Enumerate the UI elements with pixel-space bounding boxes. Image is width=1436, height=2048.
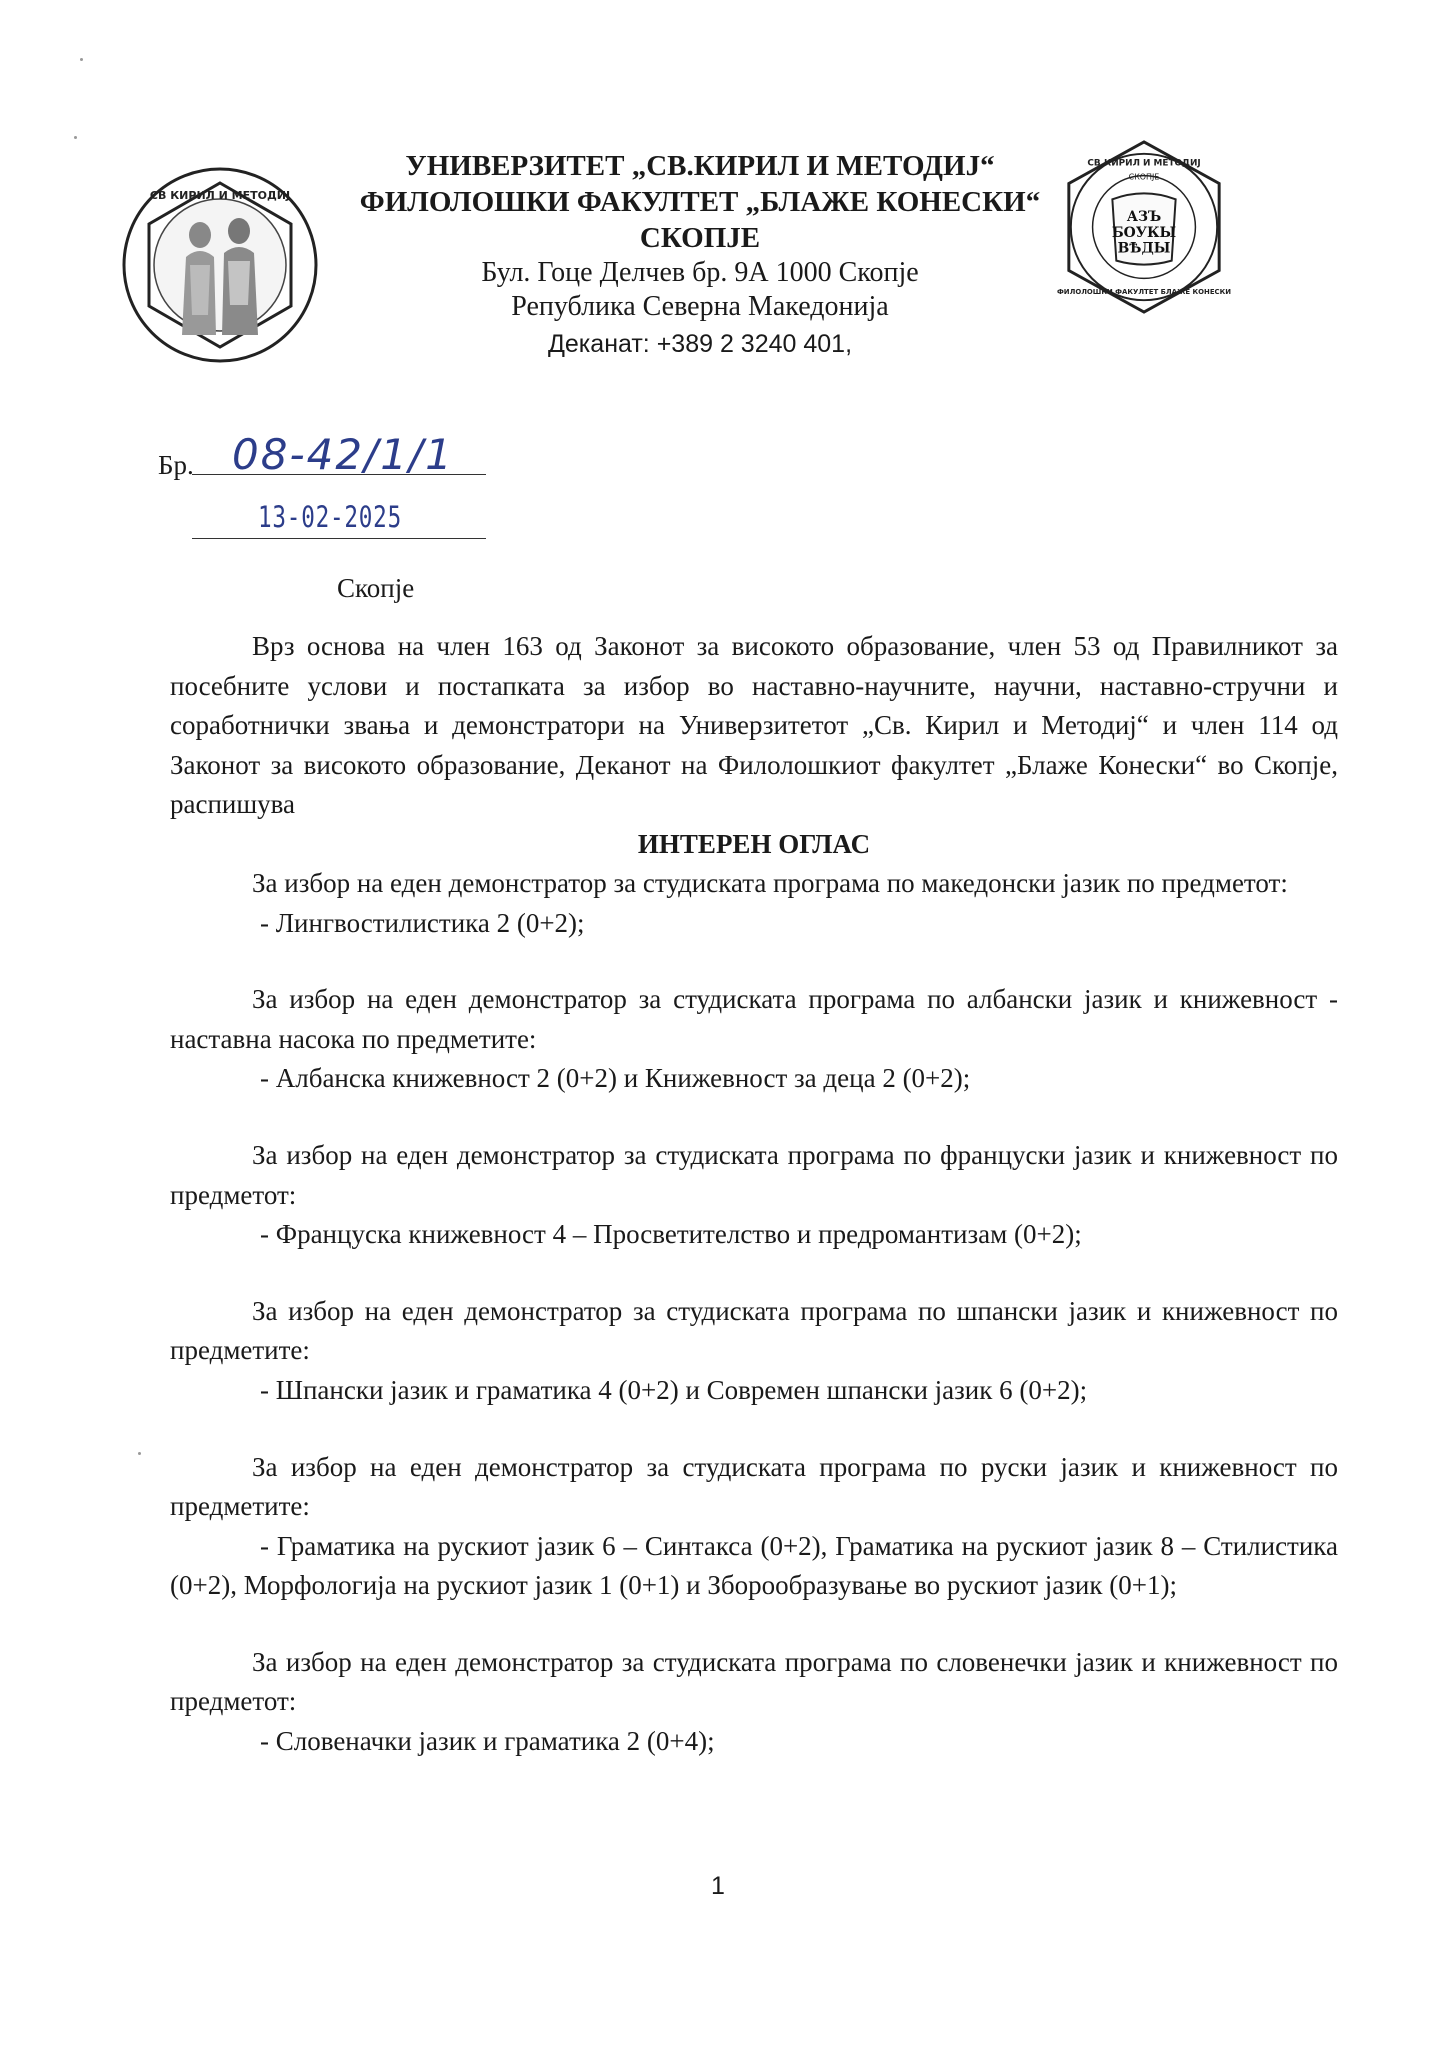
seal-ring-bottom: ФИЛОЛОШКИ ФАКУЛТЕТ БЛАЖЕ КОНЕСКИ bbox=[1056, 288, 1232, 297]
seal-center-line2: БОУКЫ bbox=[1111, 224, 1177, 241]
intro-paragraph: Врз основа на член 163 од Законот за високото образование, член 53 од Правилникот за посебните услови и постапката за избор во наставно-научните, научни, наставно-стручни и соработнички звања и демонстратори на Универзитетот „Св. Кирил и Методиј“ и член 114 од Законот за високото образование, Деканот на Филолошкиот факултет „Блаже Конески“ во Скопје, распишува bbox=[170, 631, 1338, 820]
section-intro: За избор на еден демонстратор за студиската програма по шпански јазик и книжевност по предметите: bbox=[170, 1295, 1338, 1366]
letterhead bbox=[300, 148, 1100, 364]
reference-number-handwritten: 08-42/1/1 bbox=[232, 430, 454, 479]
section-intro: За избор на еден демонстратор за студиската програма по словенечки јазик и книжевност по предметот: bbox=[170, 1646, 1338, 1717]
address: Бул. Гоце Делчев бр. 9А 1000 Скопје bbox=[481, 257, 919, 288]
section-item: - Француска книжевност 4 – Просветителство и предромантизам (0+2); bbox=[260, 1219, 1082, 1250]
scan-speck bbox=[74, 136, 77, 139]
document-title: ИНТЕРЕН ОГЛАС bbox=[637, 828, 871, 859]
country: Република Северна Македонија bbox=[511, 291, 889, 322]
section-intro: За избор на еден демонстратор за студиската програма по македонски јазик по предметот: bbox=[252, 867, 1288, 898]
deanery-phone: Деканат: +389 2 3240 401, bbox=[547, 330, 853, 358]
scan-speck bbox=[80, 58, 83, 61]
city-caps: СКОПЈЕ bbox=[639, 222, 761, 254]
svg-text:СВ КИРИЛ И МЕТОДИЈ: СВ КИРИЛ И МЕТОДИЈ bbox=[149, 189, 291, 202]
reference-date-stamp: 13-02-2025 bbox=[258, 500, 402, 534]
section-intro: За избор на еден демонстратор за студиската програма по руски јазик и книжевност по предметите: bbox=[170, 1451, 1338, 1522]
seal-ring-small: СКОПЈЕ bbox=[1128, 172, 1160, 182]
section-item: - Шпански јазик и граматика 4 (0+2) и Современ шпански јазик 6 (0+2); bbox=[260, 1374, 1088, 1405]
section-item: - Граматика на рускиот јазик 6 – Синтакса (0+2), Граматика на рускиот јазик 8 – Стилистика (0+2), Морфологија на рускиот јазик 1 (0+1) и Зборообразување во рускиот јазик (0+1); bbox=[170, 1530, 1338, 1601]
section-item: - Словеначки јазик и граматика 2 (0+4); bbox=[260, 1726, 715, 1757]
reference-label: Бр. bbox=[158, 450, 194, 480]
date-underline bbox=[192, 538, 486, 539]
city-line: Скопје bbox=[337, 573, 415, 603]
page-number: 1 bbox=[711, 1872, 725, 1900]
seal-ring-top: СВ.КИРИЛ И МЕТОДИЈ bbox=[1087, 158, 1201, 169]
section-item: - Лингвостилистика 2 (0+2); bbox=[260, 907, 585, 938]
faculty-name: ФИЛОЛОШКИ ФАКУЛТЕТ „БЛАЖЕ КОНЕСКИ“ bbox=[359, 186, 1041, 218]
document-body bbox=[170, 627, 1338, 1762]
section-intro: За избор на еден демонстратор за студиската програма по француски јазик и книжевност по предметот: bbox=[170, 1139, 1338, 1210]
section-item: - Албанска книжевност 2 (0+2) и Книжевност за деца 2 (0+2); bbox=[260, 1063, 971, 1094]
scan-speck bbox=[138, 1452, 141, 1455]
university-name: УНИВЕРЗИТЕТ „СВ.КИРИЛ И МЕТОДИЈ“ bbox=[405, 150, 995, 182]
university-seal-logo bbox=[120, 165, 320, 365]
seal-center-line3: ВѢДЫ bbox=[1117, 240, 1171, 257]
section-intro: За избор на еден демонстратор за студиската програма по албански јазик и книжевност - наставна насока по предметите: bbox=[170, 984, 1338, 1054]
seal-center-line1: АЗЪ bbox=[1126, 209, 1162, 226]
